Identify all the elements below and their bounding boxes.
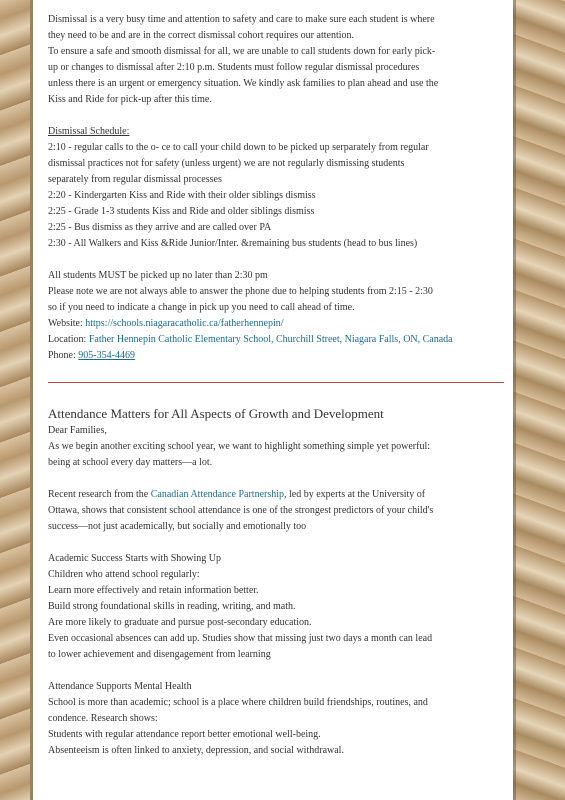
schedule-line: 2:20 - Kindergarten Kiss and Ride with their older siblings dismiss (48, 190, 316, 201)
schedule-line: 2:10 - regular calls to the o- ce to call your child down to be picked up serparately from regular (48, 142, 429, 153)
paragraph-line: so if you need to indicate a change in pick up you need to call ahead of time. (48, 302, 355, 313)
schedule-line: 2:25 - Bus dismiss as they arrive and are called over PA (48, 222, 272, 233)
paragraph-line: Please note we are not always able to answer the phone due to helping students from 2:15 - 2:30 (48, 286, 433, 297)
pickup-notes (48, 268, 504, 316)
website-link[interactable]: https://schools.niagaracatholic.ca/fatherhennepin/ (85, 318, 284, 329)
paragraph-line: unless there is an urgent or emergency situation. We kindly ask families to plan ahead and use the (48, 78, 439, 89)
paragraph-line: they need to be and are in the correct dismissal cohort requires our attention. (48, 30, 355, 41)
paragraph-line: success—not just academically, but socially and emotionally too (48, 521, 307, 532)
paragraph-line: Children who attend school regularly: (48, 569, 200, 580)
paragraph-line: condence. Research shows: (48, 713, 158, 724)
location-link[interactable]: Father Hennepin Catholic Elementary School, Churchill Street, Niagara Falls, ON, Canada (88, 334, 453, 345)
schedule-line: dismissal practices not for safety (unless urgent) we are not regularly dismissing students (48, 158, 405, 169)
paragraph-line: Even occasional absences can add up. Studies show that missing just two days a month can lead (48, 633, 433, 644)
paragraph-line: being at school every day matters—a lot. (48, 457, 213, 468)
location-row (48, 332, 504, 348)
phone-row (48, 348, 504, 364)
background-wood-left (0, 0, 30, 800)
paragraph-line: Build strong foundational skills in reading, writing, and math. (48, 601, 296, 612)
schedule-line: 2:30 - All Walkers and Kiss &Ride Junior/Inter. &remaining bus students (head to bus lines) (48, 238, 418, 249)
paragraph-line: Are more likely to graduate and pursue post-secondary education. (48, 617, 312, 628)
section-divider (48, 382, 504, 383)
newsletter-content (48, 12, 504, 759)
card-edge-right (513, 0, 516, 800)
paragraph-line: Students with regular attendance report better emotional well-being. (48, 729, 321, 740)
greeting: Dear Families, (48, 425, 107, 436)
background-wood-right (513, 0, 565, 800)
research-line (48, 487, 504, 503)
schedule-line: 2:25 - Grade 1-3 students Kiss and Ride and older siblings dismiss (48, 206, 315, 217)
location-label: Location: (48, 334, 89, 345)
research-prefix: Recent research from the (48, 489, 151, 500)
paragraph-line: up or changes to dismissal after 2:10 p.m. Students must follow regular dismissal procedures (48, 62, 420, 73)
dismissal-intro (48, 12, 504, 108)
paragraph-line: Absenteeism is often linked to anxiety, depression, and social withdrawal. (48, 745, 344, 756)
canadian-attendance-partnership-link[interactable]: Canadian Attendance Partnership (150, 489, 285, 500)
paragraph-line: Ottawa, shows that consistent school attendance is one of the strongest predictors of your child's (48, 505, 434, 516)
mental-health-heading: Attendance Supports Mental Health (48, 681, 192, 692)
academic-heading: Academic Success Starts with Showing Up (48, 553, 222, 564)
schedule-line: separately from regular dismissal processes (48, 174, 222, 185)
paragraph-line: As we begin another exciting school year, we want to highlight something simple yet powerful: (48, 441, 431, 452)
attendance-section (48, 405, 504, 759)
paragraph-line: Dismissal is a very busy time and attention to safety and care to make sure each student is where (48, 14, 435, 25)
phone-link[interactable]: 905-354-4469 (78, 350, 135, 361)
attendance-title: Attendance Matters for All Aspects of Growth and Development (48, 406, 384, 421)
paragraph-line: To ensure a safe and smooth dismissal for all, we are unable to call students down for early pick- (48, 46, 436, 57)
website-row (48, 316, 504, 332)
paragraph-line: Learn more effectively and retain information better. (48, 585, 259, 596)
research-suffix: , led by experts at the University of (284, 489, 426, 500)
dismissal-section (48, 12, 504, 364)
paragraph-line: to lower achievement and disengagement from learning (48, 649, 271, 660)
phone-label: Phone: (48, 350, 79, 361)
paragraph-line: All students MUST be picked up no later than 2:30 pm (48, 270, 268, 281)
dismissal-schedule (48, 140, 504, 252)
dismissal-schedule-heading: Dismissal Schedule: (48, 126, 130, 137)
newsletter-card (33, 0, 513, 800)
paragraph-line: School is more than academic; school is a place where children build friendships, routines, and (48, 697, 428, 708)
paragraph-line: Kiss and Ride for pick-up after this time. (48, 94, 212, 105)
website-label: Website: (48, 318, 86, 329)
